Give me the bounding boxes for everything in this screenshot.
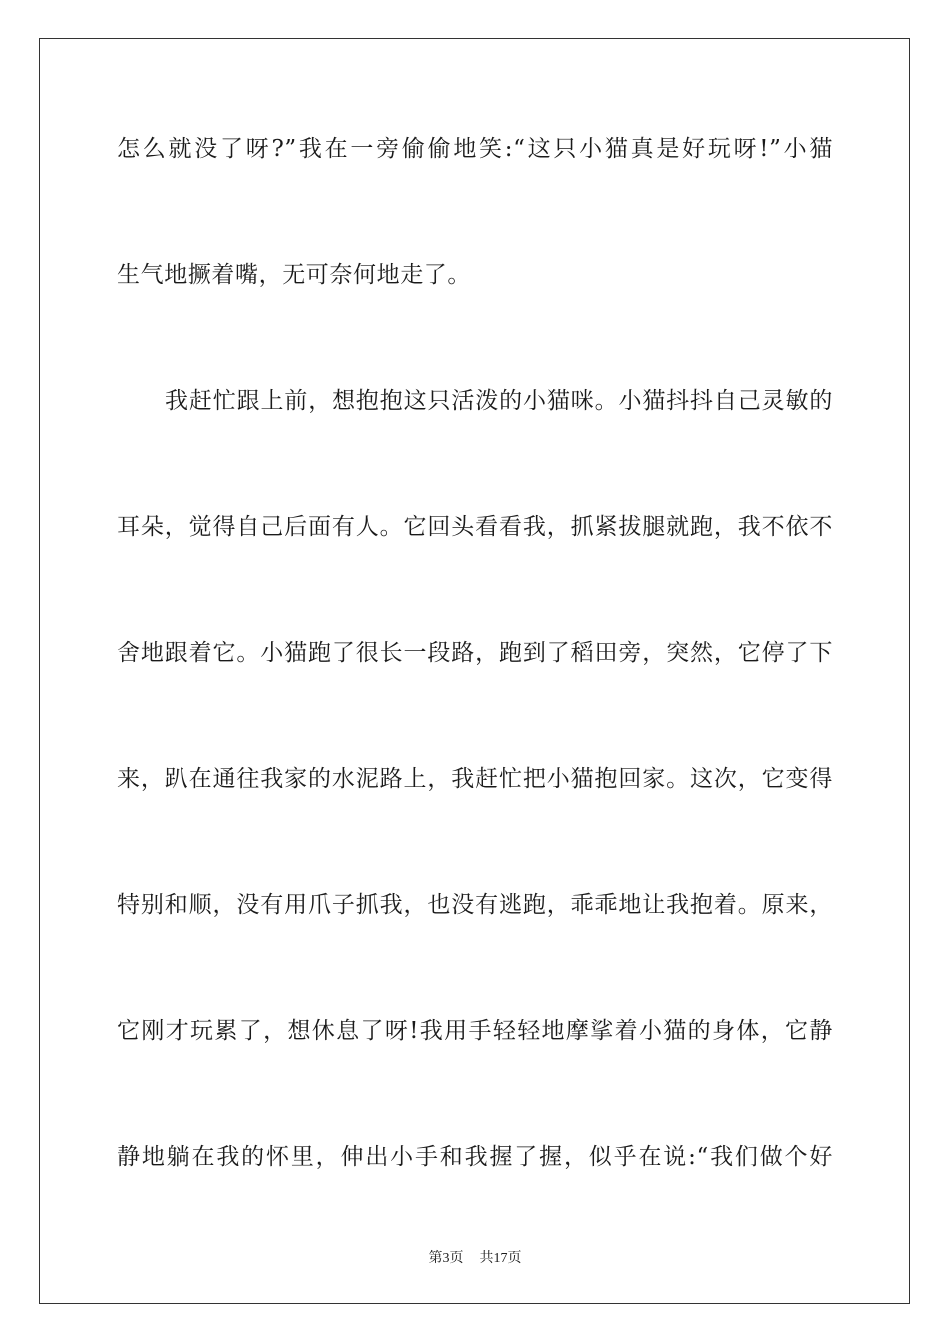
paragraph-line: 静地躺在我的怀里，伸出小手和我握了握，似乎在说:“我们做个好 bbox=[117, 1144, 833, 1170]
document-body bbox=[117, 125, 833, 1259]
page-number-total: 共17页 bbox=[479, 1251, 522, 1266]
paragraph-line: 耳朵，觉得自己后面有人。它回头看看我，抓紧拔腿就跑，我不依不 bbox=[117, 514, 833, 540]
page-number-current: 第3页 bbox=[428, 1251, 464, 1266]
paragraph-line: 生气地撅着嘴，无可奈何地走了。 bbox=[117, 262, 471, 288]
paragraph-line: 它刚才玩累了，想休息了呀!我用手轻轻地摩挲着小猫的身体，它静 bbox=[117, 1018, 833, 1044]
paragraph-line: 怎么就没了呀?”我在一旁偷偷地笑:“这只小猫真是好玩呀!”小猫 bbox=[117, 136, 833, 162]
paragraph-line: 舍地跟着它。小猫跑了很长一段路，跑到了稻田旁，突然，它停了下 bbox=[117, 640, 833, 666]
paragraph-line: 我赶忙跟上前，想抱抱这只活泼的小猫咪。小猫抖抖自己灵敏的 bbox=[165, 388, 833, 414]
paragraph-line: 特别和顺，没有用爪子抓我，也没有逃跑，乖乖地让我抱着。原来， bbox=[117, 892, 833, 918]
page-footer bbox=[0, 1247, 950, 1267]
paragraph-line: 来，趴在通往我家的水泥路上，我赶忙把小猫抱回家。这次，它变得 bbox=[117, 766, 833, 792]
